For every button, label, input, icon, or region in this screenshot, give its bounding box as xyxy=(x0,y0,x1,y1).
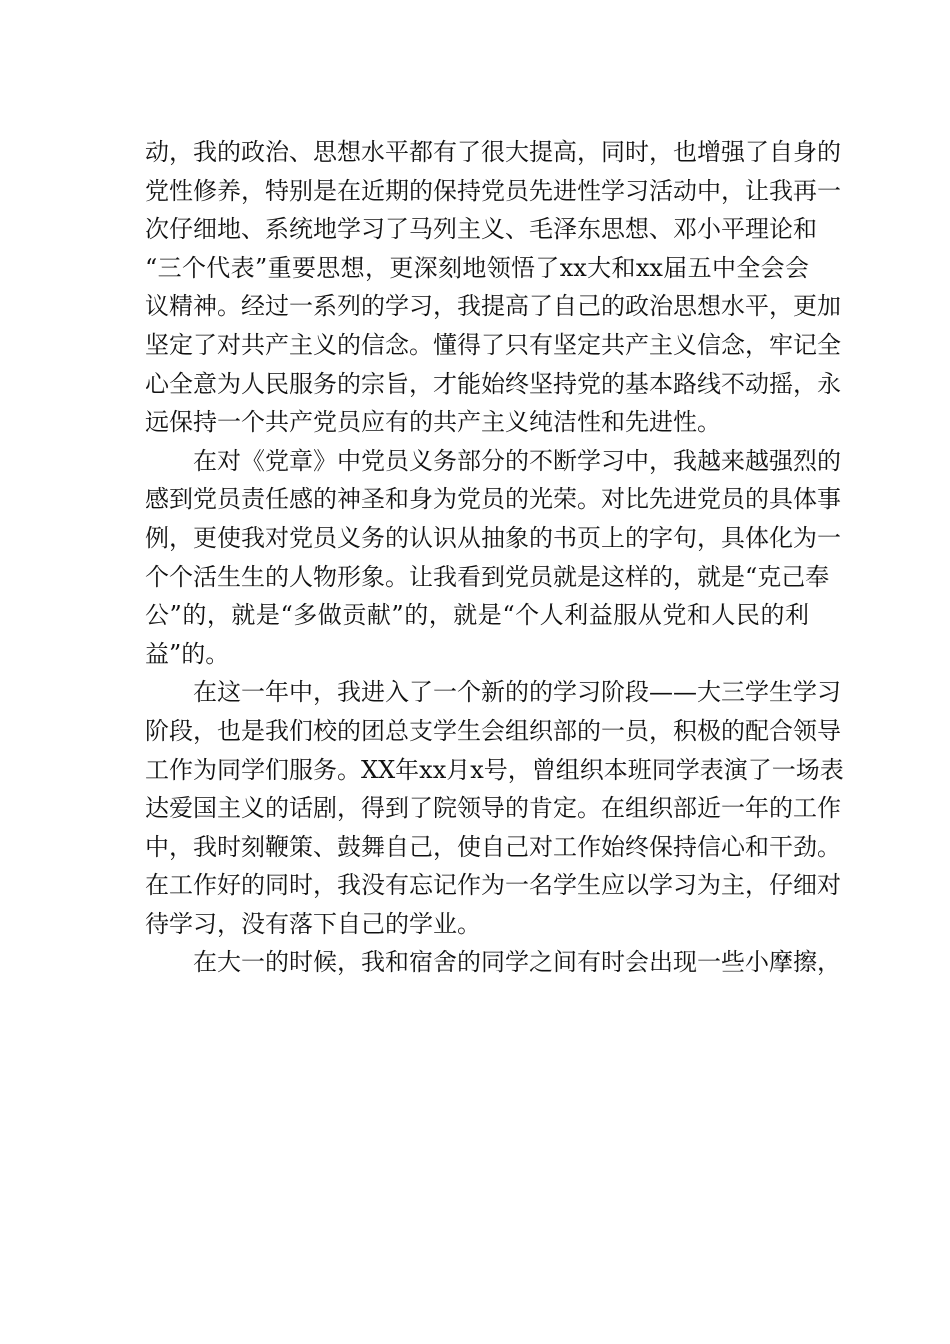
text-line: 在工作好的同时，我没有忘记作为一名学生应以学习为主，仔细对 xyxy=(145,871,841,900)
text-line: 次仔细地、系统地学习了马列主义、毛泽东思想、邓小平理论和 xyxy=(145,215,817,244)
text-line: 例，更使我对党员义务的认识从抽象的书页上的字句，具体化为一 xyxy=(145,523,841,552)
paragraph-first-line: 在大一的时候，我和宿舍的同学之间有时会出现一些小摩擦， xyxy=(193,948,841,977)
text-line: 达爱国主义的话剧，得到了院领导的肯定。在组织部近一年的工作 xyxy=(145,794,841,823)
text-line: 心全意为人民服务的宗旨，才能始终坚持党的基本路线不动摇，永 xyxy=(145,369,841,398)
text-line: 议精神。经过一系列的学习，我提高了自己的政治思想水平，更加 xyxy=(145,292,841,321)
text-line: 感到党员责任感的神圣和身为党员的光荣。对比先进党员的具体事 xyxy=(145,485,841,514)
text-line: 益”的。 xyxy=(145,639,230,668)
text-line: 待学习，没有落下自己的学业。 xyxy=(145,909,481,938)
text-line: 个个活生生的人物形象。让我看到党员就是这样的，就是“克己奉 xyxy=(145,562,830,591)
paragraph-first-line: 在对《党章》中党员义务部分的不断学习中，我越来越强烈的 xyxy=(193,446,841,475)
document-body xyxy=(145,133,844,982)
text-line: 远保持一个共产党员应有的共产主义纯洁性和先进性。 xyxy=(145,408,721,437)
text-line: 工作为同学们服务。XX年xx月x号，曾组织本班同学表演了一场表 xyxy=(145,755,844,784)
paragraph-first-line: 在这一年中，我进入了一个新的的学习阶段——大三学生学习 xyxy=(193,678,841,707)
text-line: “三个代表”重要思想，更深刻地领悟了xx大和xx届五中全会会 xyxy=(145,253,809,282)
text-line: 动，我的政治、思想水平都有了很大提高，同时，也增强了自身的 xyxy=(145,138,841,166)
text-line: 党性修养，特别是在近期的保持党员先进性学习活动中，让我再一 xyxy=(145,176,841,205)
text-line: 中，我时刻鞭策、鼓舞自己，使自己对工作始终保持信心和干劲。 xyxy=(145,832,841,861)
text-line: 阶段，也是我们校的团总支学生会组织部的一员，积极的配合领导 xyxy=(145,716,841,745)
text-line: 公”的，就是“多做贡献”的，就是“个人利益服从党和人民的利 xyxy=(145,601,809,630)
text-line: 坚定了对共产主义的信念。懂得了只有坚定共产主义信念，牢记全 xyxy=(145,330,841,359)
